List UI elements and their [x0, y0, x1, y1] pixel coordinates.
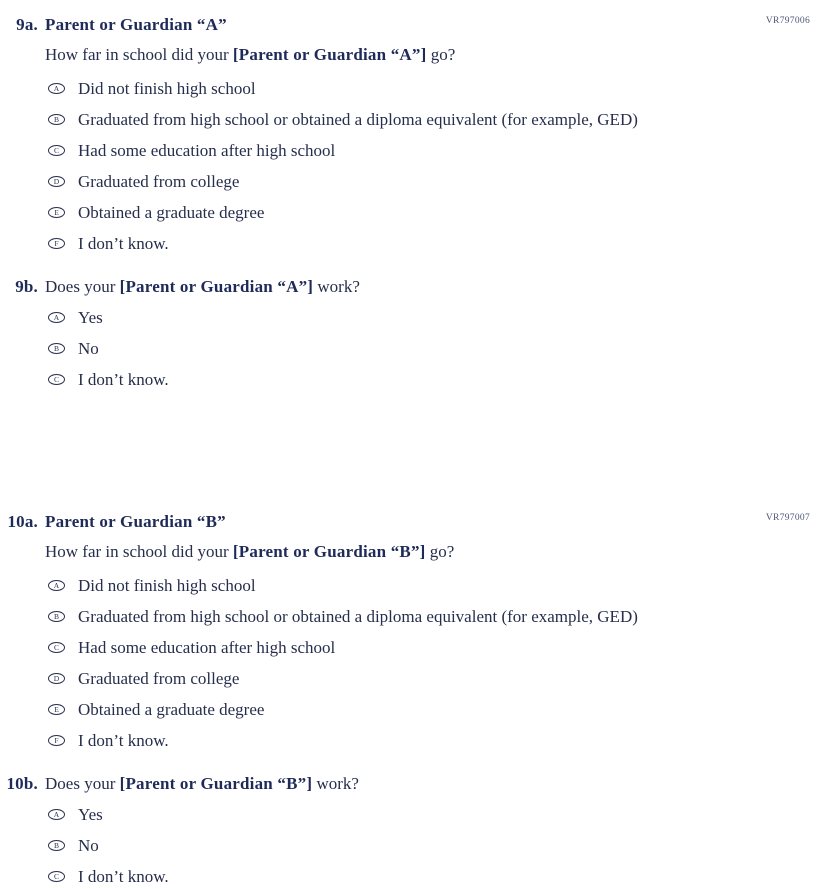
option-label: Yes [78, 308, 103, 327]
question-9a [0, 14, 825, 254]
question-10a-prompt [45, 541, 825, 562]
prompt-suffix: work? [312, 774, 359, 793]
question-10b-heading [0, 773, 825, 794]
answer-bubble-icon[interactable]: A [48, 312, 65, 323]
prompt-prefix: How far in school did your [45, 542, 233, 561]
prompt-bold: [Parent or Guardian “A”] [119, 277, 314, 296]
answer-bubble-icon[interactable]: B [48, 611, 65, 622]
option-label: Did not finish high school [78, 79, 256, 98]
question-9a-prompt [45, 44, 825, 65]
option-label: Did not finish high school [78, 576, 256, 595]
option-label: I don’t know. [78, 370, 169, 389]
answer-bubble-icon[interactable]: A [48, 580, 65, 591]
question-9b-options [48, 307, 825, 390]
option-9a-e[interactable] [48, 202, 825, 223]
prompt-prefix: How far in school did your [45, 45, 233, 64]
question-9b [0, 276, 825, 390]
answer-bubble-icon[interactable]: E [48, 207, 65, 218]
answer-bubble-icon[interactable]: C [48, 145, 65, 156]
answer-bubble-icon[interactable]: D [48, 673, 65, 684]
form-code-10a: VR797007 [765, 513, 810, 523]
question-10b-prompt [45, 773, 359, 794]
question-9a-options [48, 78, 825, 254]
question-number: 9b. [15, 277, 38, 296]
question-10a-heading [0, 511, 825, 532]
prompt-suffix: work? [313, 277, 360, 296]
question-number: 9a. [16, 15, 38, 34]
option-10a-a[interactable] [48, 575, 825, 596]
option-10a-d[interactable] [48, 668, 825, 689]
prompt-suffix: go? [426, 45, 456, 64]
question-9b-heading [0, 276, 825, 297]
question-title: Parent or Guardian “B” [45, 512, 226, 531]
option-10a-c[interactable] [48, 637, 825, 658]
question-10a [0, 511, 825, 751]
prompt-prefix: Does your [45, 774, 120, 793]
option-9b-b[interactable] [48, 338, 825, 359]
option-9a-c[interactable] [48, 140, 825, 161]
option-9b-c[interactable] [48, 369, 825, 390]
prompt-bold: [Parent or Guardian “B”] [119, 774, 313, 793]
option-10a-e[interactable] [48, 699, 825, 720]
option-10b-a[interactable] [48, 804, 825, 825]
question-10b [0, 773, 825, 887]
option-9b-a[interactable] [48, 307, 825, 328]
question-title: Parent or Guardian “A” [45, 15, 227, 34]
question-number: 10b. [6, 774, 38, 793]
question-10a-options [48, 575, 825, 751]
option-label: Graduated from college [78, 172, 240, 191]
option-label: Graduated from high school or obtained a diploma equivalent (for example, GED) [78, 607, 638, 626]
option-label: I don’t know. [78, 731, 169, 750]
option-label: No [78, 339, 99, 358]
option-label: I don’t know. [78, 867, 169, 886]
option-label: Obtained a graduate degree [78, 700, 265, 719]
question-number: 10a. [7, 512, 38, 531]
option-label: Graduated from college [78, 669, 240, 688]
option-label: Obtained a graduate degree [78, 203, 265, 222]
option-9a-a[interactable] [48, 78, 825, 99]
option-10a-b[interactable] [48, 606, 825, 627]
option-label: I don’t know. [78, 234, 169, 253]
question-10b-options [48, 804, 825, 887]
answer-bubble-icon[interactable]: C [48, 374, 65, 385]
option-label: Graduated from high school or obtained a diploma equivalent (for example, GED) [78, 110, 638, 129]
question-9a-heading [0, 14, 825, 35]
answer-bubble-icon[interactable]: C [48, 871, 65, 882]
option-label: Yes [78, 805, 103, 824]
answer-bubble-icon[interactable]: A [48, 83, 65, 94]
answer-bubble-icon[interactable]: B [48, 114, 65, 125]
answer-bubble-icon[interactable]: F [48, 735, 65, 746]
option-9a-b[interactable] [48, 109, 825, 130]
option-label: No [78, 836, 99, 855]
option-label: Had some education after high school [78, 141, 336, 160]
option-10b-b[interactable] [48, 835, 825, 856]
answer-bubble-icon[interactable]: D [48, 176, 65, 187]
option-10a-f[interactable] [48, 730, 825, 751]
answer-bubble-icon[interactable]: A [48, 809, 65, 820]
option-9a-f[interactable] [48, 233, 825, 254]
prompt-prefix: Does your [45, 277, 120, 296]
option-9a-d[interactable] [48, 171, 825, 192]
option-label: Had some education after high school [78, 638, 336, 657]
answer-bubble-icon[interactable]: F [48, 238, 65, 249]
prompt-suffix: go? [425, 542, 455, 561]
prompt-bold: [Parent or Guardian “B”] [232, 542, 426, 561]
prompt-bold: [Parent or Guardian “A”] [232, 45, 427, 64]
answer-bubble-icon[interactable]: C [48, 642, 65, 653]
answer-bubble-icon[interactable]: B [48, 840, 65, 851]
option-10b-c[interactable] [48, 866, 825, 887]
answer-bubble-icon[interactable]: B [48, 343, 65, 354]
answer-bubble-icon[interactable]: E [48, 704, 65, 715]
question-9b-prompt [45, 276, 360, 297]
form-code-9a: VR797006 [765, 16, 810, 26]
